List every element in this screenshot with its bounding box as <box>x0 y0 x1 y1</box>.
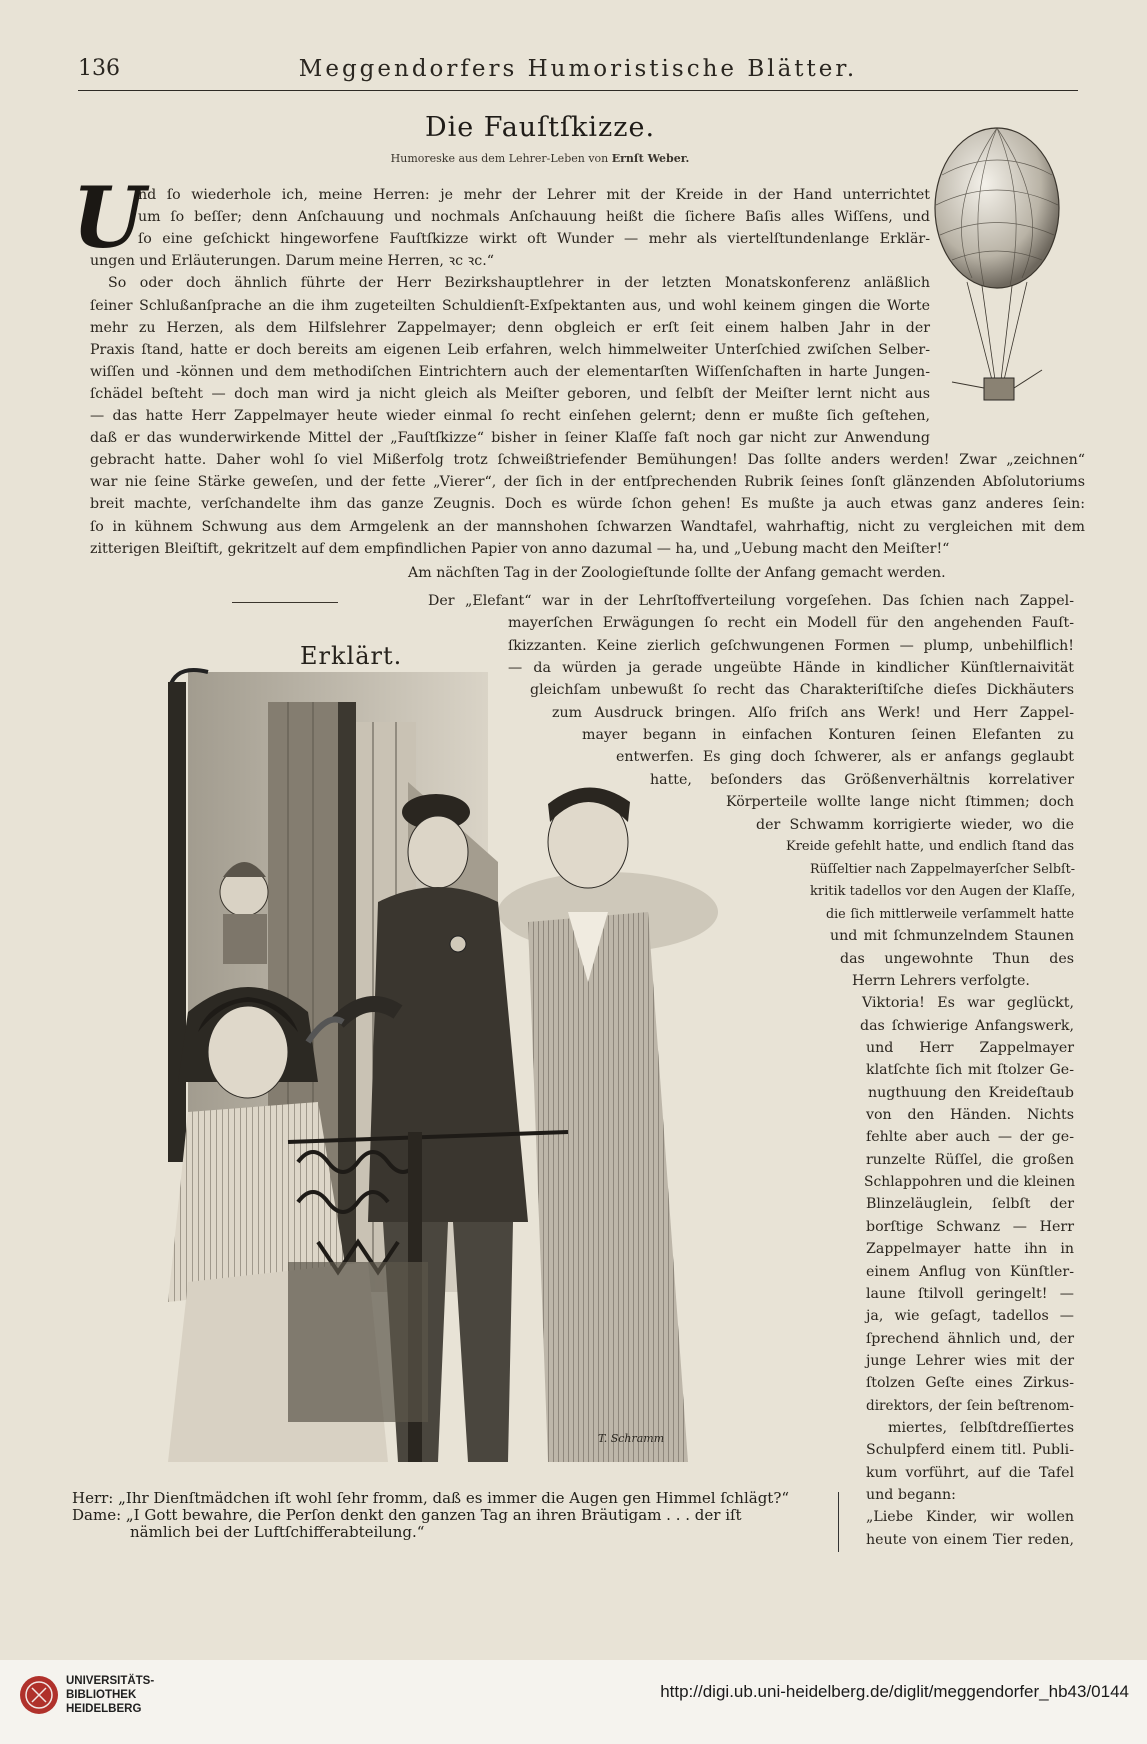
body-right-line: und begann: <box>866 1487 956 1503</box>
drop-cap: U <box>72 168 146 267</box>
body-right-line: ja, wie geſagt, tadellos — <box>866 1308 1074 1325</box>
library-footer <box>0 1660 1147 1744</box>
body-right-line: Rüſſeltier nach Zappelmayerſcher Selbſt- <box>810 861 1076 877</box>
university-seal-icon <box>18 1674 60 1716</box>
caption-line: Dame: „I Gott bewahre, die Perſon denkt den ganzen Tag an ihren Bräutigam . . . der iſt <box>72 1506 742 1524</box>
body-top-line: Praxis ſtand, hatte er doch bereits am eigenen Leib erfahren, welch himmelweiter Unterſchied zwiſchen Selber- <box>90 341 930 358</box>
body-top-line: Am nächſten Tag in der Zoologieſtunde ſollte der Anfang gemacht werden. <box>408 564 946 581</box>
body-right-line: einem Anflug von Künſtler- <box>866 1263 1074 1280</box>
body-right-line: der Schwamm korrigierte wieder, wo die <box>756 816 1074 833</box>
body-top-line: ſchädel beſteht — doch man wird ja nicht gleich als Meiſter geboren, und ſelbſt der Meiſter lernt nicht aus <box>90 385 930 402</box>
caption-line: nämlich bei der Luftſchifferabteilung.“ <box>130 1523 425 1541</box>
publication-title: Meggendorfers Humoristische Blätter. <box>298 56 858 82</box>
body-top-line: ſo eine geſchickt hingeworfene Fauſtſkizze wirkt oft Wunder — mehr als viertelſtundenlange Erklär- <box>138 231 930 248</box>
section-divider <box>232 602 338 603</box>
body-top-line: daß er das wunderwirkende Mittel der „Fauſtſkizze“ bisher in ſeiner Klaſſe faſt noch gar nicht zur Anwendung <box>90 430 930 447</box>
body-right-line: und Herr Zappelmayer <box>866 1040 1074 1056</box>
body-right-line: mayerſchen Erwägungen ſo recht ein Modell für den angehenden Fauſt- <box>508 615 1074 632</box>
source-url-link[interactable]: http://digi.ub.uni-heidelberg.de/diglit/meggendorfer_hb43/0144 <box>660 1682 1129 1701</box>
article-title: Die Fauſtſkizze. <box>424 112 656 143</box>
body-right-line: zum Ausdruck bringen. Alſo friſch ans Werk! und Herr Zappel- <box>552 704 1074 721</box>
article-subtitle <box>300 152 780 165</box>
body-right-line: hatte, beſonders das Größenverhältnis korrelativer <box>650 771 1074 788</box>
body-top-line: nd ſo wiederhole ich, meine Herren: je mehr der Lehrer mit der Kreide in der Hand unterrichtet <box>138 187 930 203</box>
body-right-line: fehlte aber auch — der ge- <box>866 1129 1074 1146</box>
body-right-line: und mit ſchmunzelndem Staunen <box>830 928 1074 945</box>
subtitle-prefix: Humoreske aus dem Lehrer-Leben von <box>390 152 609 165</box>
body-top-line: — das hatte Herr Zappelmayer heute wieder einmal ſo recht einſehen gelernt; denn er mußte ſich geſtehen, <box>90 408 930 424</box>
body-right-line: ſkizzanten. Keine zierlich geſchwungenen Formen — plump, unbehilflich! <box>508 637 1074 654</box>
body-right-line: nugthuung den Kreideſtaub <box>868 1084 1074 1101</box>
body-right-line: kritik tadellos vor den Augen der Klaſſe, <box>810 883 1076 899</box>
body-right-line: miertes, ſelbſtdreſſiertes <box>888 1419 1074 1436</box>
library-name-line-2: BIBLIOTHEK <box>66 1689 137 1701</box>
balloon-illustration <box>922 120 1072 450</box>
body-right-line: ſtolzen Geſte eines Zirkus- <box>866 1375 1074 1392</box>
body-right-line: gleichſam unbewußt ſo recht das Charakteriſtiſche dieſes Dickhäuters <box>530 682 1074 699</box>
body-right-line: Blinzeläuglein, ſelbſt der <box>866 1196 1074 1213</box>
body-right-line: borſtige Schwanz — Herr <box>866 1218 1074 1235</box>
body-right-line: junge Lehrer wies mit der <box>866 1352 1074 1369</box>
body-right-line: Schulpferd einem titl. Publi- <box>866 1442 1074 1459</box>
body-right-line: laune ſtilvoll geringelt! — <box>866 1285 1074 1302</box>
body-right-line: „Liebe Kinder, wir wollen <box>866 1509 1074 1526</box>
body-right-line: Körperteile wollte lange nicht ſtimmen; doch <box>726 794 1074 811</box>
library-name-line-1: UNIVERSITÄTS- <box>66 1675 155 1687</box>
body-right-line: Schlappohren und die kleinen <box>864 1174 1076 1191</box>
column-rule <box>838 1492 839 1552</box>
body-right-line: direktors, der ſein beſtrenom- <box>866 1397 1074 1414</box>
body-top-line: ſeiner Schlußanſprache an die ihm zugeteilten Schuldienſt-Exſpektanten aus, und wohl keinem gingen die Worte <box>90 297 930 314</box>
body-top-line: gebracht hatte. Daher wohl ſo viel Mißerfolg trotz ſchweißtriefender Bemühungen! Das ſollte anders werden! Zwar „zeichnen“ <box>90 452 1085 469</box>
body-right-line: Der „Elefant“ war in der Lehrſtoffverteilung vorgeſehen. Das ſchien nach Zappel- <box>428 593 1074 609</box>
body-right-line: Kreide gefehlt hatte, und endlich ſtand das <box>786 838 1074 854</box>
body-right-line: Herrn Lehrers verfolgte. <box>852 972 1030 989</box>
body-right-line: runzelte Rüſſel, die großen <box>866 1151 1074 1168</box>
page-number: 136 <box>78 56 120 81</box>
body-right-line: — da würden ja gerade ungeübte Hände in kindlicher Künſtlernaivität <box>508 660 1074 677</box>
body-right-line: klatſchte ſich mit ſtolzer Ge- <box>866 1062 1074 1079</box>
body-right-line: von den Händen. Nichts <box>866 1107 1074 1124</box>
body-right-line: das ungewohnte Thun des <box>840 950 1074 967</box>
body-top-line: ſo in kühnem Schwung aus dem Armgelenk an der mannshohen ſchwarzen Wandtafel, wahrhaftig, nicht zu vergleichen mit dem <box>90 518 1085 535</box>
body-top-line: mehr zu Herzen, als dem Hilfslehrer Zappelmayer; denn obgleich er erſt ſeit einem halben Jahr in der <box>90 319 930 336</box>
body-right-line: das ſchwierige Anfangswerk, <box>860 1017 1074 1034</box>
body-right-line: ſprechend ähnlich und, der <box>866 1330 1074 1347</box>
running-header <box>78 50 1078 91</box>
author-name: Ernſt Weber. <box>611 152 690 165</box>
body-right-line: Viktoria! Es war geglückt, <box>862 995 1074 1012</box>
cartoon-heading: Erklärt. <box>300 642 403 670</box>
body-top-line: ungen und Erläuterungen. Darum meine Herren, ꝛc ꝛc.“ <box>90 253 494 270</box>
body-top-line: wiſſen und -können und dem methodiſchen Eintrichtern auch der elementarſten Wiſſenſchaften in harte Jungen- <box>90 363 930 380</box>
body-right-line: Zappelmayer hatte ihn in <box>866 1241 1074 1258</box>
body-right-line: kum vorführt, auf die Tafel <box>866 1464 1074 1481</box>
body-right-line: mayer begann in einfachen Konturen ſeinen Elefanten zu <box>582 727 1074 744</box>
body-top-line: breit machte, verſchandelte ihm das ganze Zeugnis. Doch es würde ſchon gehen! Es mußte ja auch etwas ganz anderes ſein: <box>90 496 1085 513</box>
body-top-line: war nie ſeine Stärke geweſen, und der fette „Vierer“, der ſich in der entſprechenden Rubrik ſeines ſonſt glänzenden Abſolutoriums <box>90 474 1085 491</box>
library-name-line-3: HEIDELBERG <box>66 1703 142 1715</box>
body-top-line: zitterigen Bleiſtift, gekritzelt auf dem empfindlichen Papier von anno dazumal — ha, und „Uebung macht den Meiſter!“ <box>90 540 950 557</box>
body-right-line: heute von einem Tier reden, <box>866 1531 1074 1548</box>
artist-signature: T. Schramm <box>598 1432 665 1445</box>
body-right-line: entwerfen. Es ging doch ſchwerer, als er anfangs geglaubt <box>616 749 1074 766</box>
body-right-line: die ſich mittlerweile verſammelt hatte <box>826 905 1074 921</box>
body-top-line: um ſo beſſer; denn Anſchauung und nochmals Anſchauung heißt die ſichere Baſis alles Wiſſens, und <box>138 209 930 226</box>
body-top-line: So oder doch ähnlich führte der Herr Bezirkshauptlehrer in der letzten Monatskonferenz anläßlich <box>108 275 930 292</box>
library-name[interactable] <box>66 1674 154 1716</box>
caption-line: Herr: „Ihr Dienſtmädchen iſt wohl ſehr fromm, daß es immer die Augen gen Himmel ſchlägt?“ <box>72 1489 790 1507</box>
